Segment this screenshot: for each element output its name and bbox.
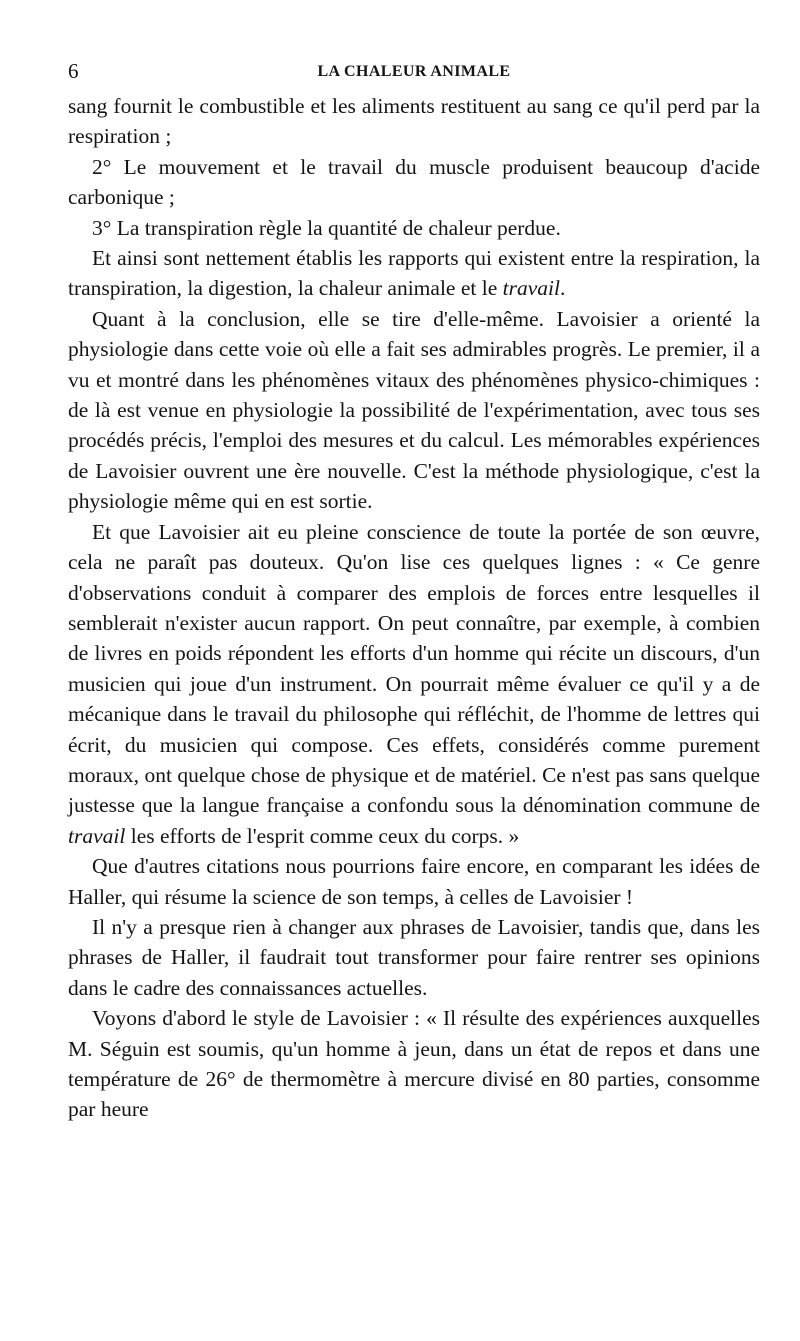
paragraph-rapports-end: . [559, 276, 566, 301]
paragraph-quotation-end: les efforts de l'esprit comme ceux du corps. » [125, 823, 520, 848]
paragraph-item-3: 3° La transpiration règle la quantité de chaleur perdue. [92, 215, 561, 240]
italic-travail: travail [502, 276, 560, 301]
page-header [68, 0, 760, 83]
running-title: LA CHALEUR ANIMALE [317, 63, 511, 80]
page-number: 6 [68, 59, 79, 83]
book-page [68, 0, 760, 1122]
body-text [68, 91, 760, 1125]
paragraph-rapports [68, 243, 760, 304]
paragraph-rapports-text: Et ainsi sont nettement établis les rapports qui existent entre la respiration, la transpiration, la digestion, la chaleur animale et le [68, 246, 760, 301]
paragraph-haller: Que d'autres citations nous pourrions faire encore, en comparant les idées de Haller, qui résume la science de son temps, à celles de Lavoisier ! [68, 854, 760, 909]
paragraph-phrases: Il n'y a presque rien à changer aux phrases de Lavoisier, tandis que, dans les phrases de Haller, il faudrait tout transformer pour faire rentrer ses opinions dans le cadre des connaissances actuelles. [68, 914, 760, 1000]
paragraph-quotation-text: Et que Lavoisier ait eu pleine conscience de toute la portée de son œuvre, cela ne paraît pas douteux. Qu'on lise ces quelques lignes : « Ce genre d'observations conduit à comparer des emplois de forces entre lesquelles il semblerait n'exister aucun rapport. On peut connaître, par exemple, à combien de livres en poids répondent les efforts d'un homme qui récite un discours, d'un musicien qui joue d'un instrument. On pourrait même évaluer ce qu'il y a de mécanique dans le travail du philosophe qui réfléchit, de l'homme de lettres qui écrit, du musicien qui compose. Ces effets, considérés comme purement moraux, ont quelque chose de physique et de matériel. Ce n'est pas sans quelque justesse que la langue française a confondu sous la dénomination commune de [68, 519, 760, 818]
paragraph-item-2: 2° Le mouvement et le travail du muscle produisent beaucoup d'acide carbonique ; [68, 154, 760, 210]
paragraph-conclusion: Quant à la conclusion, elle se tire d'elle-même. Lavoisier a orienté la physiologie dans cette voie où elle a fait ses admirables progrès. Le premier, il a vu et montré dans les phénomènes vitaux des phénomènes physico-chimiques : de là est venue en physiologie la possibilité de l'expérimentation, avec tous ses procédés précis, l'emploi des mesures et du calcul. Les mémorables expériences de Lavoisier ouvrent une ère nouvelle. C'est la méthode physiologique, c'est la physiologie même qui en est sortie. [68, 306, 760, 514]
paragraph-style: Voyons d'abord le style de Lavoisier : « Il résulte des expériences auxquelles M. Séguin est soumis, qu'un homme à jeun, dans un état de repos et dans une température de 26° de thermomètre à mercure divisé en 80 parties, consomme par heure [68, 1006, 760, 1122]
paragraph-quotation [68, 517, 760, 851]
paragraph-continuation: sang fournit le combustible et les aliments restituent au sang ce qu'il perd par la respiration ; [68, 94, 760, 149]
italic-travail-quote: travail [68, 823, 126, 848]
